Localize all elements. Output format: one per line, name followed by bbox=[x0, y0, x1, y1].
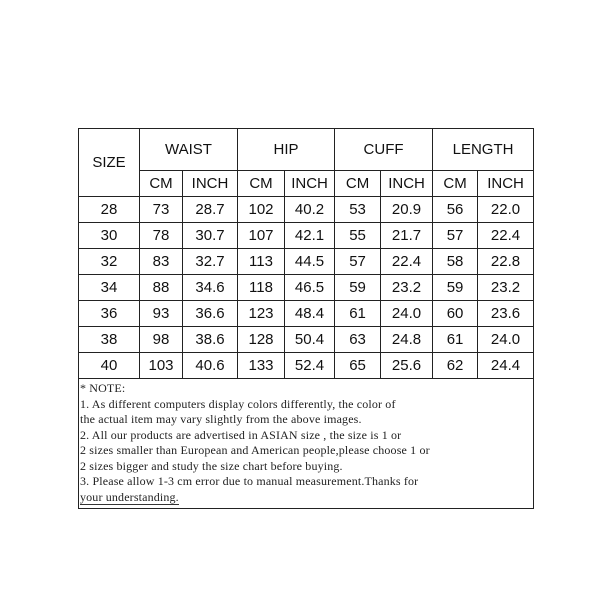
measurement-cell: 60 bbox=[433, 301, 478, 327]
note-line: 1. As different computers display colors differently, the color of bbox=[80, 396, 396, 411]
measurement-cell: 59 bbox=[335, 275, 381, 301]
size-cell: 32 bbox=[79, 249, 140, 275]
measurement-cell: 22.4 bbox=[381, 249, 433, 275]
unit-header: INCH bbox=[285, 171, 335, 197]
measurement-cell: 102 bbox=[238, 197, 285, 223]
table-row bbox=[79, 275, 534, 301]
measurement-cell: 22.8 bbox=[478, 249, 534, 275]
measurement-cell: 107 bbox=[238, 223, 285, 249]
measurement-cell: 63 bbox=[335, 327, 381, 353]
measurement-cell: 59 bbox=[433, 275, 478, 301]
measurement-cell: 83 bbox=[140, 249, 183, 275]
size-header: SIZE bbox=[79, 129, 140, 197]
table-row bbox=[79, 327, 534, 353]
measurement-cell: 123 bbox=[238, 301, 285, 327]
note-line: 2 sizes bigger and study the size chart before buying. bbox=[80, 458, 343, 473]
measurement-cell: 57 bbox=[335, 249, 381, 275]
measurement-cell: 56 bbox=[433, 197, 478, 223]
table-row bbox=[79, 197, 534, 223]
measurement-cell: 20.9 bbox=[381, 197, 433, 223]
header-row-units bbox=[79, 171, 534, 197]
measurement-cell: 118 bbox=[238, 275, 285, 301]
size-cell: 28 bbox=[79, 197, 140, 223]
measurement-cell: 61 bbox=[335, 301, 381, 327]
table-row bbox=[79, 223, 534, 249]
measurement-cell: 88 bbox=[140, 275, 183, 301]
note-line: 2 sizes smaller than European and American people,please choose 1 or bbox=[80, 443, 430, 457]
measurement-cell: 25.6 bbox=[381, 353, 433, 379]
table-row bbox=[79, 353, 534, 379]
measurement-cell: 93 bbox=[140, 301, 183, 327]
note-line: * NOTE: bbox=[80, 381, 126, 395]
size-chart bbox=[78, 128, 533, 509]
measurement-cell: 22.4 bbox=[478, 223, 534, 249]
measurement-cell: 113 bbox=[238, 249, 285, 275]
measurement-cell: 50.4 bbox=[285, 327, 335, 353]
measurement-cell: 40.2 bbox=[285, 197, 335, 223]
measurement-cell: 44.5 bbox=[285, 249, 335, 275]
measurement-cell: 103 bbox=[140, 353, 183, 379]
notes-box bbox=[78, 379, 534, 509]
size-cell: 34 bbox=[79, 275, 140, 301]
measurement-cell: 24.0 bbox=[381, 301, 433, 327]
measurement-cell: 23.2 bbox=[381, 275, 433, 301]
measurement-cell: 34.6 bbox=[183, 275, 238, 301]
measurement-cell: 24.8 bbox=[381, 327, 433, 353]
unit-header: CM bbox=[140, 171, 183, 197]
unit-header: CM bbox=[433, 171, 478, 197]
note-line: the actual item may vary slightly from the above images. bbox=[80, 412, 362, 426]
measurement-cell: 65 bbox=[335, 353, 381, 379]
size-cell: 30 bbox=[79, 223, 140, 249]
group-header-length: LENGTH bbox=[433, 129, 534, 171]
size-cell: 36 bbox=[79, 301, 140, 327]
measurement-cell: 28.7 bbox=[183, 197, 238, 223]
measurement-cell: 22.0 bbox=[478, 197, 534, 223]
note-line-underlined: your understanding. bbox=[80, 489, 179, 504]
note-line bbox=[80, 490, 533, 506]
measurement-cell: 40.6 bbox=[183, 353, 238, 379]
size-table bbox=[78, 128, 534, 379]
measurement-cell: 133 bbox=[238, 353, 285, 379]
measurement-cell: 24.4 bbox=[478, 353, 534, 379]
measurement-cell: 46.5 bbox=[285, 275, 335, 301]
group-header-waist: WAIST bbox=[140, 129, 238, 171]
measurement-cell: 62 bbox=[433, 353, 478, 379]
measurement-cell: 23.2 bbox=[478, 275, 534, 301]
group-header-cuff: CUFF bbox=[335, 129, 433, 171]
measurement-cell: 38.6 bbox=[183, 327, 238, 353]
table-row bbox=[79, 301, 534, 327]
size-cell: 38 bbox=[79, 327, 140, 353]
measurement-cell: 48.4 bbox=[285, 301, 335, 327]
unit-header: INCH bbox=[381, 171, 433, 197]
unit-header: INCH bbox=[478, 171, 534, 197]
unit-header: INCH bbox=[183, 171, 238, 197]
measurement-cell: 55 bbox=[335, 223, 381, 249]
measurement-cell: 21.7 bbox=[381, 223, 433, 249]
size-cell: 40 bbox=[79, 353, 140, 379]
measurement-cell: 98 bbox=[140, 327, 183, 353]
measurement-cell: 24.0 bbox=[478, 327, 534, 353]
measurement-cell: 53 bbox=[335, 197, 381, 223]
note-line: 2. All our products are advertised in ASIAN size , the size is 1 or bbox=[80, 427, 402, 442]
measurement-cell: 58 bbox=[433, 249, 478, 275]
note-line: 3. Please allow 1-3 cm error due to manual measurement.Thanks for bbox=[80, 474, 419, 488]
measurement-cell: 36.6 bbox=[183, 301, 238, 327]
measurement-cell: 32.7 bbox=[183, 249, 238, 275]
measurement-cell: 73 bbox=[140, 197, 183, 223]
measurement-cell: 128 bbox=[238, 327, 285, 353]
unit-header: CM bbox=[238, 171, 285, 197]
measurement-cell: 52.4 bbox=[285, 353, 335, 379]
table-row bbox=[79, 249, 534, 275]
measurement-cell: 57 bbox=[433, 223, 478, 249]
measurement-cell: 78 bbox=[140, 223, 183, 249]
measurement-cell: 61 bbox=[433, 327, 478, 353]
unit-header: CM bbox=[335, 171, 381, 197]
measurement-cell: 23.6 bbox=[478, 301, 534, 327]
group-header-hip: HIP bbox=[238, 129, 335, 171]
measurement-cell: 30.7 bbox=[183, 223, 238, 249]
header-row-groups bbox=[79, 129, 534, 171]
measurement-cell: 42.1 bbox=[285, 223, 335, 249]
